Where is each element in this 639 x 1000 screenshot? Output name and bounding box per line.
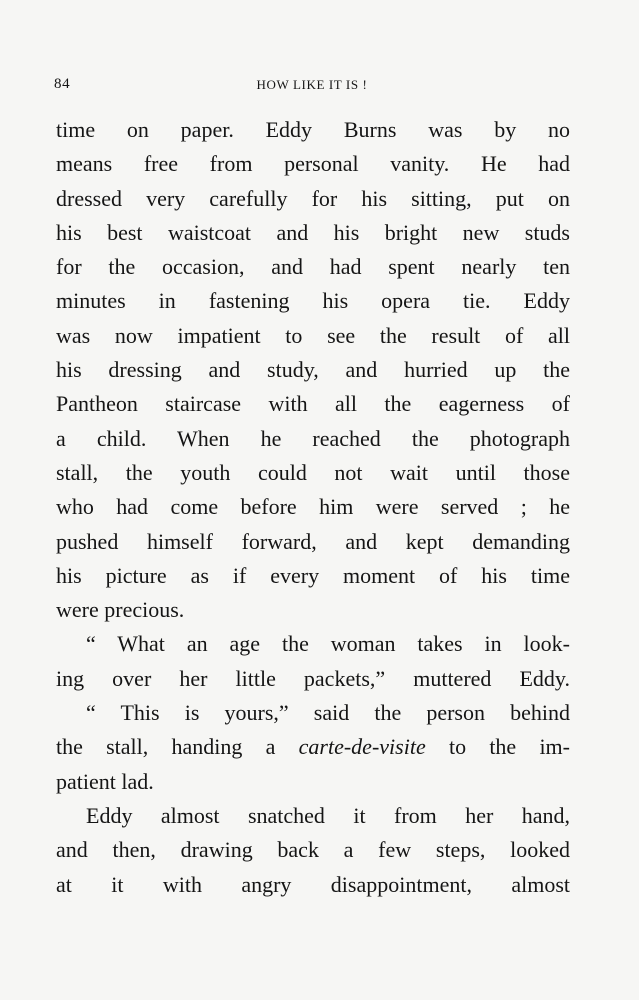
text-line: for the occasion, and had spent nearly ten xyxy=(56,254,570,280)
text-line: minutes in fastening his opera tie. Eddy xyxy=(56,288,570,314)
text-line: his best waistcoat and his bright new studs xyxy=(56,219,570,245)
text-line: patient lad. xyxy=(56,768,154,794)
text-line: stall, the youth could not wait until those xyxy=(56,459,570,485)
text-line-with-italic xyxy=(56,730,570,764)
text-line: means free from personal vanity. He had xyxy=(56,151,570,177)
text-line: pushed himself forward, and kept demanding xyxy=(56,528,570,554)
text-line: Eddy almost snatched it from her hand, xyxy=(86,802,570,828)
text-line: time on paper. Eddy Burns was by no xyxy=(56,117,570,142)
italic-text: carte-de-visite xyxy=(298,734,426,760)
text-line: a child. When he reached the photograph xyxy=(56,425,570,451)
text-line: ing over her little packets,” muttered Eddy. xyxy=(56,665,570,691)
page-header xyxy=(54,76,570,100)
text-line: who had come before him were served ; he xyxy=(56,494,570,520)
text-line: were precious. xyxy=(56,597,185,623)
running-title: HOW LIKE IT IS ! xyxy=(256,77,368,92)
text-line: “ What an age the woman takes in look- xyxy=(86,631,570,657)
text-line: and then, drawing back a few steps, looked xyxy=(56,837,570,863)
text-line: was now impatient to see the result of all xyxy=(56,322,570,348)
text-line: at it with angry disappointment, almost xyxy=(56,871,570,897)
text-line: his picture as if every moment of his time xyxy=(56,562,570,588)
text-segment: to the im- xyxy=(425,734,570,760)
page-number: 84 xyxy=(54,76,71,92)
text-line: dressed very carefully for his sitting, put on xyxy=(56,185,570,211)
text-line: “ This is yours,” said the person behind xyxy=(86,700,570,726)
text-line: Pantheon staircase with all the eagerness of xyxy=(56,391,570,417)
text-segment: the stall, handing a xyxy=(56,734,299,760)
body-text xyxy=(56,113,570,902)
text-line: his dressing and study, and hurried up the xyxy=(56,357,570,383)
